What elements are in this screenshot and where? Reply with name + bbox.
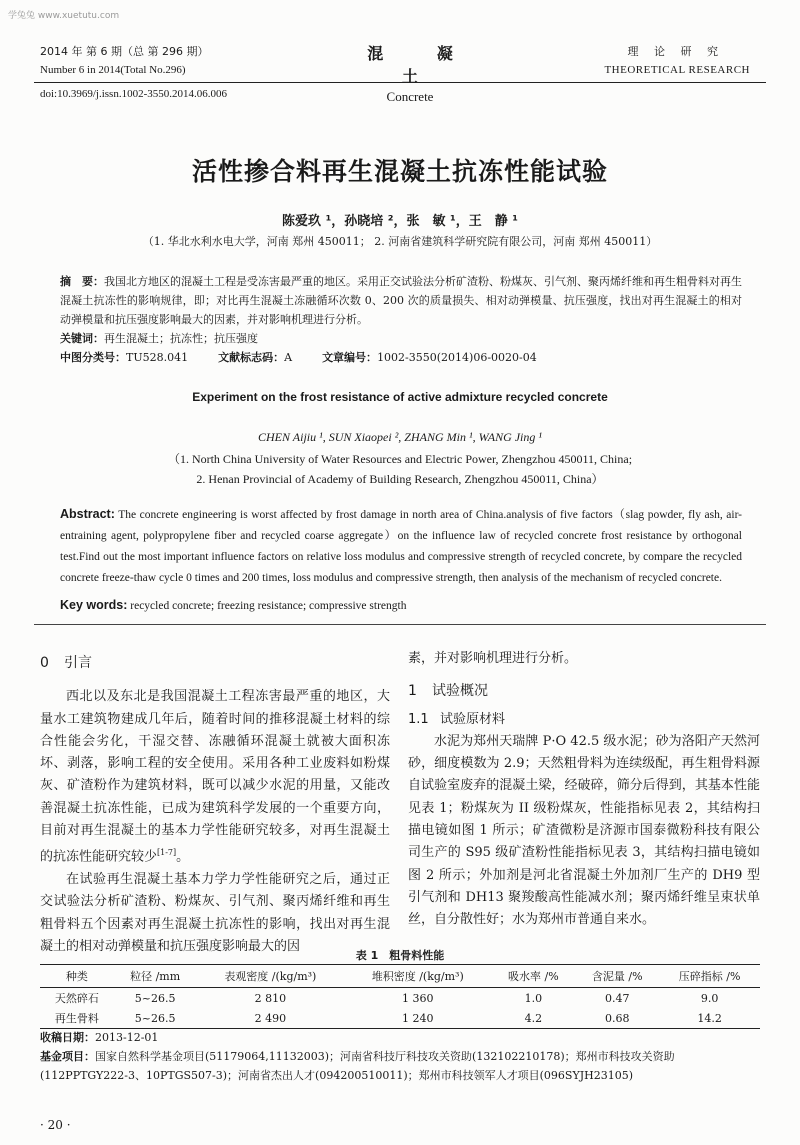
abstract-en-text: The concrete engineering is worst affected by frost damage in north area of China.analysis of five factors（slag powder, fly ash, air-entraining agent, polypropylene fiber and recycled coarse aggregate）on the influence law of recycled concrete frost resistance by orthogonal test.Find out the most important influence factors on relative loss modulus and compressive strength of recycled concrete, by compare the recycled concrete freeze-thaw cycle 0 times and 200 times, loss modulus and compressive strength, then analysis of the mechanism of recycled concrete. [60, 509, 742, 584]
heading-test-overview-title: 试验概况 [432, 683, 488, 700]
doc-code-label: 文献标志码： [218, 351, 285, 364]
doc-code-value: A [284, 351, 293, 364]
table-header-cell: 堆积密度 /(kg/m³) [344, 965, 491, 988]
affiliation-cn: （1. 华北水利水电大学，河南 郑州 450011； 2. 河南省建筑科学研究院有限公司，河南 郑州 450011） [142, 235, 658, 248]
issue-en: Number 6 in 2014(Total No.296) [40, 64, 186, 76]
footnote [40, 1028, 760, 1085]
table-cell: 0.68 [575, 1008, 659, 1029]
table-cell: 4.2 [491, 1008, 575, 1029]
header-journal [320, 41, 500, 105]
table-cell: 2 490 [197, 1008, 344, 1029]
keywords-cn [60, 330, 258, 346]
heading-raw-materials-number: 1.1 [408, 711, 429, 727]
abstract-en-label: Abstract: [60, 507, 115, 521]
table-header-row [40, 965, 760, 988]
article-no-label: 文章编号： [322, 351, 378, 364]
page-number: · 20 · [40, 1118, 71, 1132]
heading-introduction-number: 0 [40, 655, 49, 671]
table-cell: 天然碎石 [54, 992, 99, 1005]
fund-projects [40, 1047, 760, 1085]
heading-raw-materials-title: 试验原材料 [440, 711, 506, 727]
affiliation-en-2: 2. Henan Provincial of Academy of Building Research, Zhengzhou 450011, China） [196, 472, 604, 486]
table-row [40, 1008, 760, 1029]
intro-paragraph-2-continued: 素，并对影响机理进行分析。 [408, 651, 578, 666]
table1-caption: 表 1 粗骨料性能 [355, 949, 445, 962]
intro-paragraph-1-end: 。 [176, 849, 190, 865]
affiliation-en-1: （1. North China University of Water Resources and Electric Power, Zhengzhou 450011, China; [167, 452, 633, 466]
table-header-cell: 种类 [40, 965, 114, 988]
intro-paragraph-1 [40, 686, 390, 869]
received-date [40, 1028, 760, 1047]
received-value: 2013-12-01 [95, 1031, 159, 1044]
table-cell: 2 810 [254, 991, 287, 1005]
authors-cn: 陈爱玖 ¹，孙晓培 ²，张 敏 ¹，王 静 ¹ [282, 214, 518, 229]
keywords-en-text: recycled concrete; freezing resistance; compressive strength [130, 600, 407, 612]
abstract-cn-text: 我国北方地区的混凝土工程是受冻害最严重的地区。采用正交试验法分析矿渣粉、粉煤灰、引气剂、聚丙烯纤维和再生粗骨料对再生混凝土抗冻性的影响规律，即；对比再生混凝土冻融循环次数 0、200 次的质量损失、相对动弹模量、抗压强度，找出对再生混凝土的相对动弹模量和抗压强度影响最大的因素，并对影响机理进行分析。 [60, 275, 742, 326]
header-section [604, 43, 750, 79]
table-cell: 1 360 [401, 991, 434, 1005]
heading-test-overview [408, 680, 760, 702]
clc-value: TU528.041 [126, 351, 189, 364]
keywords-en [60, 598, 406, 612]
fund-value: 国家自然科学基金项目(51179064,11132003)；河南省科技厅科技攻关资助(132102210178)；郑州市科技攻关资助(112PPTGY222-3、10PTGS507-3)；河南省杰出人才(094200510011)；郑州市科技领军人才项目(096SYJH23105) [40, 1050, 675, 1082]
table-row [40, 988, 760, 1009]
table-header-cell: 粒径 /mm [114, 965, 197, 988]
received-label: 收稿日期： [40, 1031, 95, 1044]
table-header-cell: 表观密度 /(kg/m³) [197, 965, 344, 988]
table-cell: 5~26.5 [114, 1008, 197, 1029]
keywords-en-label: Key words: [60, 598, 128, 612]
keywords-cn-label: 关键词： [60, 332, 104, 345]
abstract-en [60, 504, 742, 589]
materials-paragraph: 水泥为郑州天瑞牌 P·O 42.5 级水泥；砂为洛阳产天然河砂，细度模数为 2.9；天然粗骨料为连续级配，再生粗骨料源自试验室废弃的混凝土梁，经破碎，筛分后得到，其基本性能见表 1；粉煤灰为 II 级粉煤灰，性能指标见表 2，其结构扫描电镜如图 1 所示；矿渣微粉是济源市国泰微粉科技有限公司生产的 S95 级矿渣粉性能指标见表 3，其结构扫描电镜如图 2 所示；外加剂是河北省混凝土外加剂厂生产的 DH9 型引气剂和 DH13 聚羧酸高性能减水剂；聚丙烯纤维呈束状单丝，自分散性好；水为郑州市普通自来水。 [408, 733, 760, 928]
table-cell: 0.47 [604, 991, 630, 1005]
table-header-cell: 吸水率 /% [491, 965, 575, 988]
table-header-cell: 压碎指标 /% [659, 965, 760, 988]
table-cell: 5~26.5 [134, 991, 176, 1005]
section-rule [34, 624, 766, 625]
doi: doi:10.3969/j.issn.1002-3550.2014.06.006 [40, 88, 228, 100]
journal-name-en: Concrete [386, 89, 434, 104]
journal-name-cn: 混 凝 土 [367, 44, 477, 86]
table-cell: 1.0 [524, 991, 543, 1005]
section-en: THEORETICAL RESEARCH [604, 64, 750, 76]
abstract-cn [60, 272, 742, 329]
intro-paragraph-2: 在试验再生混凝土基本力学力学性能研究之后，通过正交试验法分析矿渣粉、粉煤灰、引气剂、聚丙烯纤维和再生粗骨料五个因素对再生混凝土抗冻性的影响，找出对再生混凝土的相对动弹模量和抗压强度影响最大的因 [40, 872, 390, 954]
table-cell: 9.0 [700, 991, 719, 1005]
title-cn: 活性掺合料再生混凝土抗冻性能试验 [191, 157, 608, 186]
body-right-column [408, 648, 760, 932]
heading-introduction-title: 引言 [64, 655, 92, 671]
table-cell: 14.2 [659, 1008, 760, 1029]
header-rule [34, 82, 766, 83]
issue-cn: 2014 年 第 6 期（总 第 296 期） [40, 45, 209, 58]
table-cell: 再生骨料 [40, 1008, 114, 1029]
heading-introduction [40, 652, 390, 674]
authors-en: CHEN Aijiu ¹, SUN Xiaopei ², ZHANG Min ¹, WANG Jing ¹ [258, 430, 542, 444]
classification-row [60, 349, 537, 365]
citation-ref: [1-7] [157, 848, 177, 858]
heading-test-overview-number: 1 [408, 683, 417, 700]
clc-label: 中图分类号： [60, 351, 126, 364]
section-cn: 理 论 研 究 [627, 45, 724, 58]
article-no-value: 1002-3550(2014)06-0020-04 [377, 351, 537, 364]
abstract-cn-label: 摘 要： [60, 275, 104, 288]
fund-label: 基金项目： [40, 1050, 95, 1063]
body-left-column [40, 648, 390, 958]
table-header-cell: 含泥量 /% [575, 965, 659, 988]
keywords-cn-text: 再生混凝土；抗冻性；抗压强度 [104, 332, 258, 345]
heading-raw-materials [408, 709, 760, 731]
header-issue [40, 43, 208, 79]
watermark: 学兔兔 www.xuetutu.com [8, 11, 120, 21]
affiliation-en [0, 449, 800, 489]
intro-paragraph-1-text: 西北以及东北是我国混凝土工程冻害最严重的地区，大量水工建筑物建成几年后，随着时间的推移混凝土材料的综合性能会劣化，干湿交替、冻融循环混凝土就被大面积冻坏、剥落，影响工程的安全使用。采用各种工业废料如粉煤灰、矿渣粉作为建筑材料，既可以减少水泥的用量，又能改善混凝土抗冻性能，已成为建筑科学发展的一个重要方向，目前对再生混凝土的基本力学性能研究较多，对再生混凝土的抗冻性能研究较少 [40, 689, 390, 865]
table-coarse-aggregate [40, 964, 760, 1029]
title-en: Experiment on the frost resistance of active admixture recycled concrete [192, 390, 608, 404]
table-cell: 1 240 [344, 1008, 491, 1029]
